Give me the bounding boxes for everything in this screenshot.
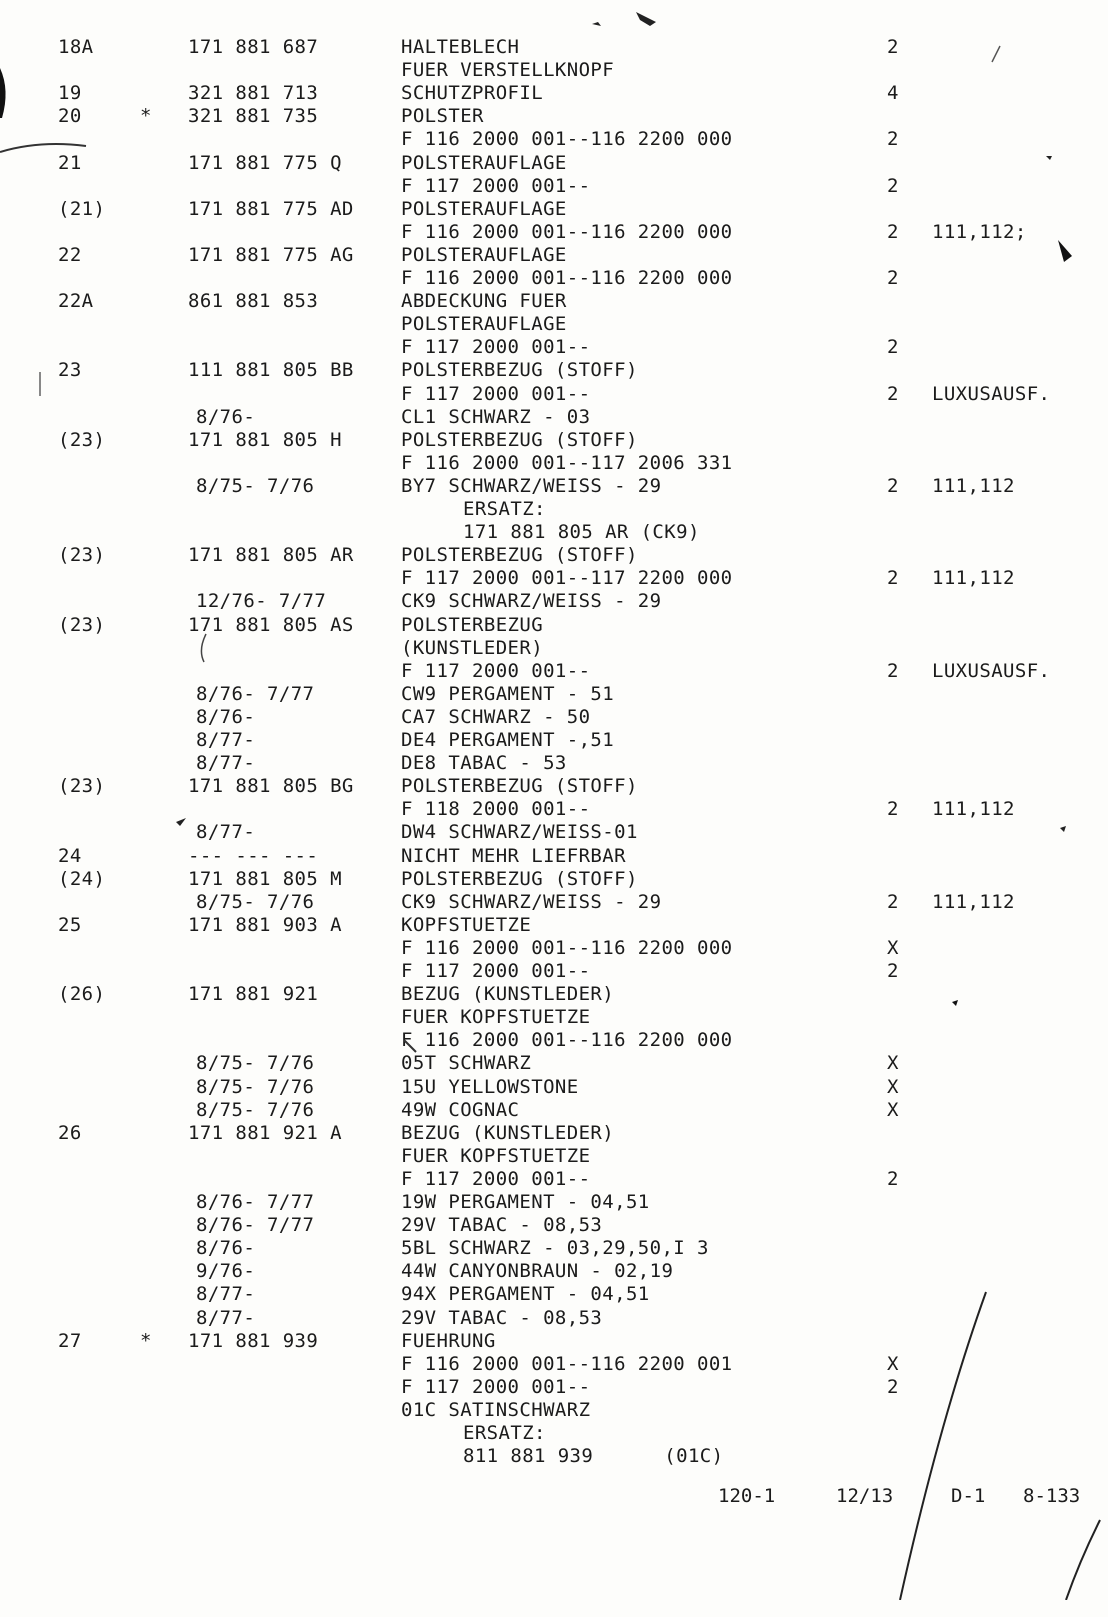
description: POLSTERAUFLAGE xyxy=(401,243,567,266)
description: F 117 2000 001--117 2200 000 xyxy=(401,567,733,590)
validity-date: 8/75- 7/76 xyxy=(196,474,315,497)
remark: LUXUSAUSF. xyxy=(932,659,1051,682)
part-number: 171 881 939 xyxy=(188,1329,319,1352)
list-row xyxy=(0,913,1108,937)
list-row xyxy=(0,1144,1108,1168)
part-number: 171 881 805 AS xyxy=(188,613,354,636)
list-row xyxy=(0,936,1108,960)
description: F 116 2000 001--116 2200 000 xyxy=(401,267,733,289)
list-row xyxy=(0,659,1108,683)
list-row xyxy=(0,1306,1108,1330)
list-row xyxy=(0,474,1108,498)
list-row xyxy=(0,1075,1108,1099)
part-number: 171 881 805 H xyxy=(188,428,342,451)
item-number: 23 xyxy=(58,359,82,382)
description: POLSTERAUFLAGE xyxy=(401,197,567,220)
description: FUER VERSTELLKNOPF xyxy=(401,59,615,82)
validity-date: 8/76- xyxy=(196,1237,256,1260)
list-row xyxy=(0,543,1108,567)
list-row xyxy=(0,589,1108,613)
quantity: 2 xyxy=(887,659,899,682)
list-row xyxy=(0,243,1108,267)
description: BEZUG (KUNSTLEDER) xyxy=(401,1121,615,1144)
description: CA7 SCHWARZ - 50 xyxy=(401,705,591,728)
description: F 117 2000 001-- xyxy=(401,174,591,197)
validity-date: 8/76- 7/77 xyxy=(196,682,315,705)
quantity: 2 xyxy=(887,474,899,497)
description: DE8 TABAC - 53 xyxy=(401,752,567,775)
remark: 111,112 xyxy=(932,890,1015,913)
part-number: 171 881 921 xyxy=(188,983,319,1006)
description: KOPFSTUETZE xyxy=(401,913,532,936)
list-row xyxy=(0,566,1108,590)
description: ABDECKUNG FUER xyxy=(401,290,567,313)
description: 49W COGNAC xyxy=(401,1098,520,1121)
list-row xyxy=(0,58,1108,82)
replacement-text: ERSATZ: xyxy=(463,498,546,520)
new-part-marker: * xyxy=(140,1329,152,1352)
validity-date: 8/76- 7/77 xyxy=(196,1191,315,1213)
validity-date: 12/76- 7/77 xyxy=(196,590,327,613)
quantity: 2 xyxy=(887,382,899,405)
list-row xyxy=(0,797,1108,821)
list-row xyxy=(0,867,1108,891)
description: F 117 2000 001-- xyxy=(401,1375,591,1398)
item-number: 19 xyxy=(58,82,82,105)
description: 29V TABAC - 08,53 xyxy=(401,1306,603,1329)
part-number: 171 881 775 Q xyxy=(188,151,342,174)
footer-group-ref: D-1 xyxy=(951,1485,986,1507)
item-number: (23) xyxy=(58,775,106,798)
item-number: 25 xyxy=(58,913,82,936)
list-row xyxy=(0,405,1108,429)
list-row xyxy=(0,35,1108,59)
new-part-marker: * xyxy=(140,105,152,128)
list-row xyxy=(0,1421,1108,1445)
description: POLSTERAUFLAGE xyxy=(401,313,567,336)
description: BY7 SCHWARZ/WEISS - 29 xyxy=(401,474,662,497)
part-number: 171 881 775 AG xyxy=(188,243,354,266)
description: FUER KOPFSTUETZE xyxy=(401,1006,591,1029)
list-row xyxy=(0,844,1108,868)
list-row xyxy=(0,197,1108,221)
validity-date: 8/77- xyxy=(196,729,256,751)
item-number: (23) xyxy=(58,613,106,636)
list-row xyxy=(0,174,1108,198)
list-row xyxy=(0,890,1108,914)
description: F 116 2000 001--116 2200 000 xyxy=(401,936,733,959)
list-row xyxy=(0,682,1108,706)
list-row xyxy=(0,127,1108,151)
remark: 111,112 xyxy=(932,798,1015,821)
validity-date: 8/77- xyxy=(196,821,256,844)
part-number: 171 881 805 BG xyxy=(188,775,354,798)
item-number: 26 xyxy=(58,1121,82,1144)
remark: 111,112 xyxy=(932,567,1015,590)
list-row xyxy=(0,820,1108,844)
list-row xyxy=(0,613,1108,637)
description: DE4 PERGAMENT -,51 xyxy=(401,729,615,751)
description: POLSTERBEZUG (STOFF) xyxy=(401,359,638,382)
list-row xyxy=(0,1352,1108,1376)
list-row xyxy=(0,751,1108,775)
list-row xyxy=(0,1051,1108,1075)
quantity: 2 xyxy=(887,220,899,243)
part-number: 861 881 853 xyxy=(188,290,319,313)
validity-date: 8/77- xyxy=(196,1306,256,1329)
description: FUEHRUNG xyxy=(401,1329,496,1352)
validity-date: 8/75- 7/76 xyxy=(196,1052,315,1075)
item-number: (26) xyxy=(58,983,106,1006)
description: 94X PERGAMENT - 04,51 xyxy=(401,1283,650,1306)
item-number: 27 xyxy=(58,1329,82,1352)
list-row xyxy=(0,497,1108,521)
description: 44W CANYONBRAUN - 02,19 xyxy=(401,1260,674,1283)
description: F 118 2000 001-- xyxy=(401,798,591,821)
quantity: 2 xyxy=(887,336,899,359)
description: POLSTERBEZUG (STOFF) xyxy=(401,867,638,890)
description: SCHUTZPROFIL xyxy=(401,82,544,105)
description: 01C SATINSCHWARZ xyxy=(401,1398,591,1421)
footer-page-number: 12/13 xyxy=(836,1485,894,1507)
validity-date: 8/75- 7/76 xyxy=(196,1098,315,1121)
description: F 116 2000 001--116 2200 000 xyxy=(401,128,733,151)
replacement-text: ERSATZ: xyxy=(463,1422,546,1444)
description: BEZUG (KUNSTLEDER) xyxy=(401,983,615,1006)
footer-catalog-ref: 8-133 xyxy=(1023,1485,1081,1507)
quantity: 2 xyxy=(887,36,899,58)
description: 05T SCHWARZ xyxy=(401,1052,532,1075)
part-number: 171 881 805 M xyxy=(188,867,342,890)
quantity: 2 xyxy=(887,267,899,289)
validity-date: 8/77- xyxy=(196,752,256,775)
quantity: 2 xyxy=(887,128,899,151)
list-row xyxy=(0,728,1108,752)
description: POLSTERBEZUG (STOFF) xyxy=(401,544,638,567)
list-row xyxy=(0,520,1108,544)
description: DW4 SCHWARZ/WEISS-01 xyxy=(401,821,638,844)
quantity: X xyxy=(887,936,899,959)
list-row xyxy=(0,1098,1108,1122)
list-row xyxy=(0,1213,1108,1237)
description: CK9 SCHWARZ/WEISS - 29 xyxy=(401,890,662,913)
list-row xyxy=(0,266,1108,290)
description: FUER KOPFSTUETZE xyxy=(401,1144,591,1167)
description: 5BL SCHWARZ - 03,29,50,I 3 xyxy=(401,1237,709,1260)
description: 15U YELLOWSTONE xyxy=(401,1075,579,1098)
quantity: 2 xyxy=(887,1167,899,1190)
list-row xyxy=(0,358,1108,382)
list-row xyxy=(0,1282,1108,1306)
list-row xyxy=(0,451,1108,475)
validity-date: 8/75- 7/76 xyxy=(196,1075,315,1098)
list-row xyxy=(0,335,1108,359)
item-number: 22 xyxy=(58,243,82,266)
description: F 117 2000 001-- xyxy=(401,1167,591,1190)
quantity: 2 xyxy=(887,567,899,590)
quantity: 2 xyxy=(887,174,899,197)
part-number: 171 881 921 A xyxy=(188,1121,342,1144)
quantity: 2 xyxy=(887,960,899,982)
description: F 116 2000 001--116 2200 001 xyxy=(401,1352,733,1375)
description: F 116 2000 001--116 2200 000 xyxy=(401,1029,733,1052)
description: POLSTERBEZUG (STOFF) xyxy=(401,428,638,451)
validity-date: 8/76- xyxy=(196,405,256,428)
list-row xyxy=(0,151,1108,175)
list-row xyxy=(0,705,1108,729)
list-row xyxy=(0,774,1108,798)
replacement-text: 171 881 805 AR (CK9) xyxy=(463,521,700,544)
list-row xyxy=(0,382,1108,406)
footer-section-ref: 120-1 xyxy=(718,1485,776,1507)
page-footer xyxy=(0,1485,1108,1511)
quantity: 2 xyxy=(887,890,899,913)
validity-date: 8/76- xyxy=(196,705,256,728)
description: NICHT MEHR LIEFRBAR xyxy=(401,844,626,867)
list-row xyxy=(0,289,1108,313)
list-row xyxy=(0,1190,1108,1214)
list-row xyxy=(0,1444,1108,1468)
item-number: 21 xyxy=(58,151,82,174)
description: F 117 2000 001-- xyxy=(401,659,591,682)
description: 19W PERGAMENT - 04,51 xyxy=(401,1191,650,1213)
list-row xyxy=(0,1398,1108,1422)
list-row xyxy=(0,1259,1108,1283)
list-row xyxy=(0,1028,1108,1052)
list-row xyxy=(0,312,1108,336)
validity-date: 8/77- xyxy=(196,1283,256,1306)
description: POLSTERAUFLAGE xyxy=(401,151,567,174)
list-row xyxy=(0,104,1108,128)
quantity: X xyxy=(887,1075,899,1098)
description: 29V TABAC - 08,53 xyxy=(401,1214,603,1237)
description: HALTEBLECH xyxy=(401,36,520,58)
quantity: X xyxy=(887,1352,899,1375)
quantity: 2 xyxy=(887,1375,899,1398)
validity-date: 9/76- xyxy=(196,1260,256,1283)
validity-date: 8/75- 7/76 xyxy=(196,890,315,913)
part-number: 321 881 735 xyxy=(188,105,319,128)
list-row xyxy=(0,1005,1108,1029)
list-row xyxy=(0,1329,1108,1353)
description: CK9 SCHWARZ/WEISS - 29 xyxy=(401,590,662,613)
validity-date: 8/76- 7/77 xyxy=(196,1214,315,1237)
list-row xyxy=(0,1236,1108,1260)
list-row xyxy=(0,982,1108,1006)
quantity: 4 xyxy=(887,82,899,105)
quantity: 2 xyxy=(887,798,899,821)
remark: LUXUSAUSF. xyxy=(932,382,1051,405)
item-number: 20 xyxy=(58,105,82,128)
list-row xyxy=(0,1375,1108,1399)
list-row xyxy=(0,636,1108,660)
quantity: X xyxy=(887,1052,899,1075)
list-row xyxy=(0,959,1108,983)
description: POLSTER xyxy=(401,105,484,128)
description: F 117 2000 001-- xyxy=(401,960,591,982)
description: CL1 SCHWARZ - 03 xyxy=(401,405,591,428)
part-number: 111 881 805 BB xyxy=(188,359,354,382)
part-number: 321 881 713 xyxy=(188,82,319,105)
remark: 111,112; xyxy=(932,220,1027,243)
item-number: (21) xyxy=(58,197,106,220)
remark: 111,112 xyxy=(932,474,1015,497)
list-row xyxy=(0,428,1108,452)
description: POLSTERBEZUG xyxy=(401,613,544,636)
part-number: 171 881 775 AD xyxy=(188,197,354,220)
item-number: 24 xyxy=(58,844,82,867)
description: F 116 2000 001--117 2006 331 xyxy=(401,451,733,474)
part-number: 171 881 805 AR xyxy=(188,544,354,567)
item-number: (23) xyxy=(58,544,106,567)
item-number: (23) xyxy=(58,428,106,451)
description: F 117 2000 001-- xyxy=(401,382,591,405)
replacement-text: 811 881 939 (01C) xyxy=(463,1445,724,1468)
item-number: 18A xyxy=(58,36,94,58)
list-row xyxy=(0,1121,1108,1145)
part-number: --- --- --- xyxy=(188,844,319,867)
list-row xyxy=(0,220,1108,244)
list-row xyxy=(0,1167,1108,1191)
part-number: 171 881 687 xyxy=(188,36,319,58)
part-number: 171 881 903 A xyxy=(188,913,342,936)
list-row xyxy=(0,81,1108,105)
quantity: X xyxy=(887,1098,899,1121)
description: F 116 2000 001--116 2200 000 xyxy=(401,220,733,243)
item-number: 22A xyxy=(58,290,94,313)
description: F 117 2000 001-- xyxy=(401,336,591,359)
description: CW9 PERGAMENT - 51 xyxy=(401,682,615,705)
item-number: (24) xyxy=(58,867,106,890)
description: POLSTERBEZUG (STOFF) xyxy=(401,775,638,798)
description: (KUNSTLEDER) xyxy=(401,636,544,659)
